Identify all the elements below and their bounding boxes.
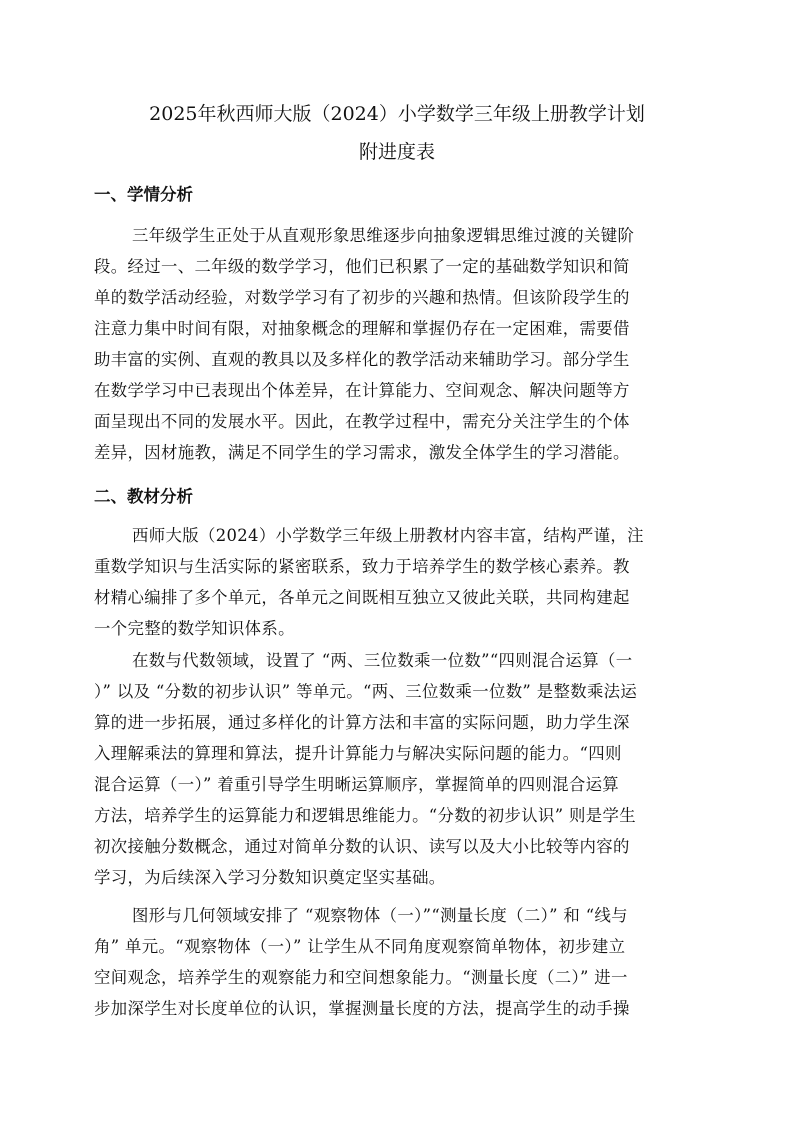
text-line: 段。经过一、二年级的数学学习，他们已积累了一定的基础数学知识和简 <box>94 257 630 276</box>
text-line: 差异，因材施教，满足不同学生的学习需求，激发全体学生的学习潜能。 <box>94 443 630 462</box>
document-title: 2025年秋西师大版（2024）小学数学三年级上册教学计划 <box>149 103 645 125</box>
text-line: ）” 以及 “分数的初步认识” 等单元。“两、三位数乘一位数” 是整数乘法运 <box>94 682 638 701</box>
text-line: 西师大版（2024）小学数学三年级上册教材内容丰富，结构严谨，注 <box>132 526 644 545</box>
section-heading-learning-analysis: 一、学情分析 <box>94 185 193 204</box>
text-line: 图形与几何领域安排了 “观察物体（一）”“测量长度（二）” 和 “线与 <box>132 906 628 925</box>
text-line: 助丰富的实例、直观的教具以及多样化的教学活动来辅助学习。部分学生 <box>94 350 630 369</box>
text-line: 初次接触分数概念，通过对简单分数的认识、读写以及大小比较等内容的 <box>94 837 630 856</box>
paragraph-geometry <box>94 900 700 1024</box>
paragraph-textbook-overview <box>94 520 700 644</box>
text-line: 在数与代数领域，设置了 “两、三位数乘一位数”“四则混合运算（一 <box>132 651 633 670</box>
text-line: 空间观念，培养学生的观察能力和空间想象能力。“测量长度（二）” 进一 <box>94 968 628 987</box>
text-line: 材精心编排了多个单元，各单元之间既相互独立又彼此关联，共同构建起 <box>94 588 630 607</box>
text-line: 面呈现出不同的发展水平。因此，在教学过程中，需充分关注学生的个体 <box>94 412 630 431</box>
text-line: 注意力集中时间有限，对抽象概念的理解和掌握仍存在一定困难，需要借 <box>94 319 630 338</box>
text-line: 入理解乘法的算理和算法，提升计算能力与解决实际问题的能力。“四则 <box>94 744 622 763</box>
text-line: 一个完整的数学知识体系。 <box>94 619 295 638</box>
text-line: 三年级学生正处于从直观形象思维逐步向抽象逻辑思维过渡的关键阶 <box>132 226 635 245</box>
text-line: 步加深学生对长度单位的认识，掌握测量长度的方法，提高学生的动手操 <box>94 999 630 1018</box>
document-subtitle: 附进度表 <box>358 141 435 163</box>
text-line: 角” 单元。“观察物体（一）” 让学生从不同角度观察简单物体，初步建立 <box>94 937 626 956</box>
text-line: 学习，为后续深入学习分数知识奠定坚实基础。 <box>94 868 446 887</box>
text-line: 混合运算（一）” 着重引导学生明晰运算顺序，掌握简单的四则混合运算 <box>94 775 620 794</box>
text-line: 在数学学习中已表现出个体差异，在计算能力、空间观念、解决问题等方 <box>94 381 630 400</box>
text-line: 单的数学活动经验，对数学学习有了初步的兴趣和热情。但该阶段学生的 <box>94 288 630 307</box>
text-line: 重数学知识与生活实际的紧密联系，致力于培养学生的数学核心素养。教 <box>94 557 630 576</box>
section-heading-textbook-analysis: 二、教材分析 <box>94 487 193 506</box>
text-line: 方法，培养学生的运算能力和逻辑思维能力。“分数的初步认识” 则是学生 <box>94 806 636 825</box>
text-line: 算的进一步拓展，通过多样化的计算方法和丰富的实际问题，助力学生深 <box>94 713 630 732</box>
paragraph-number-algebra <box>94 645 700 893</box>
paragraph-learning-analysis <box>94 220 700 468</box>
